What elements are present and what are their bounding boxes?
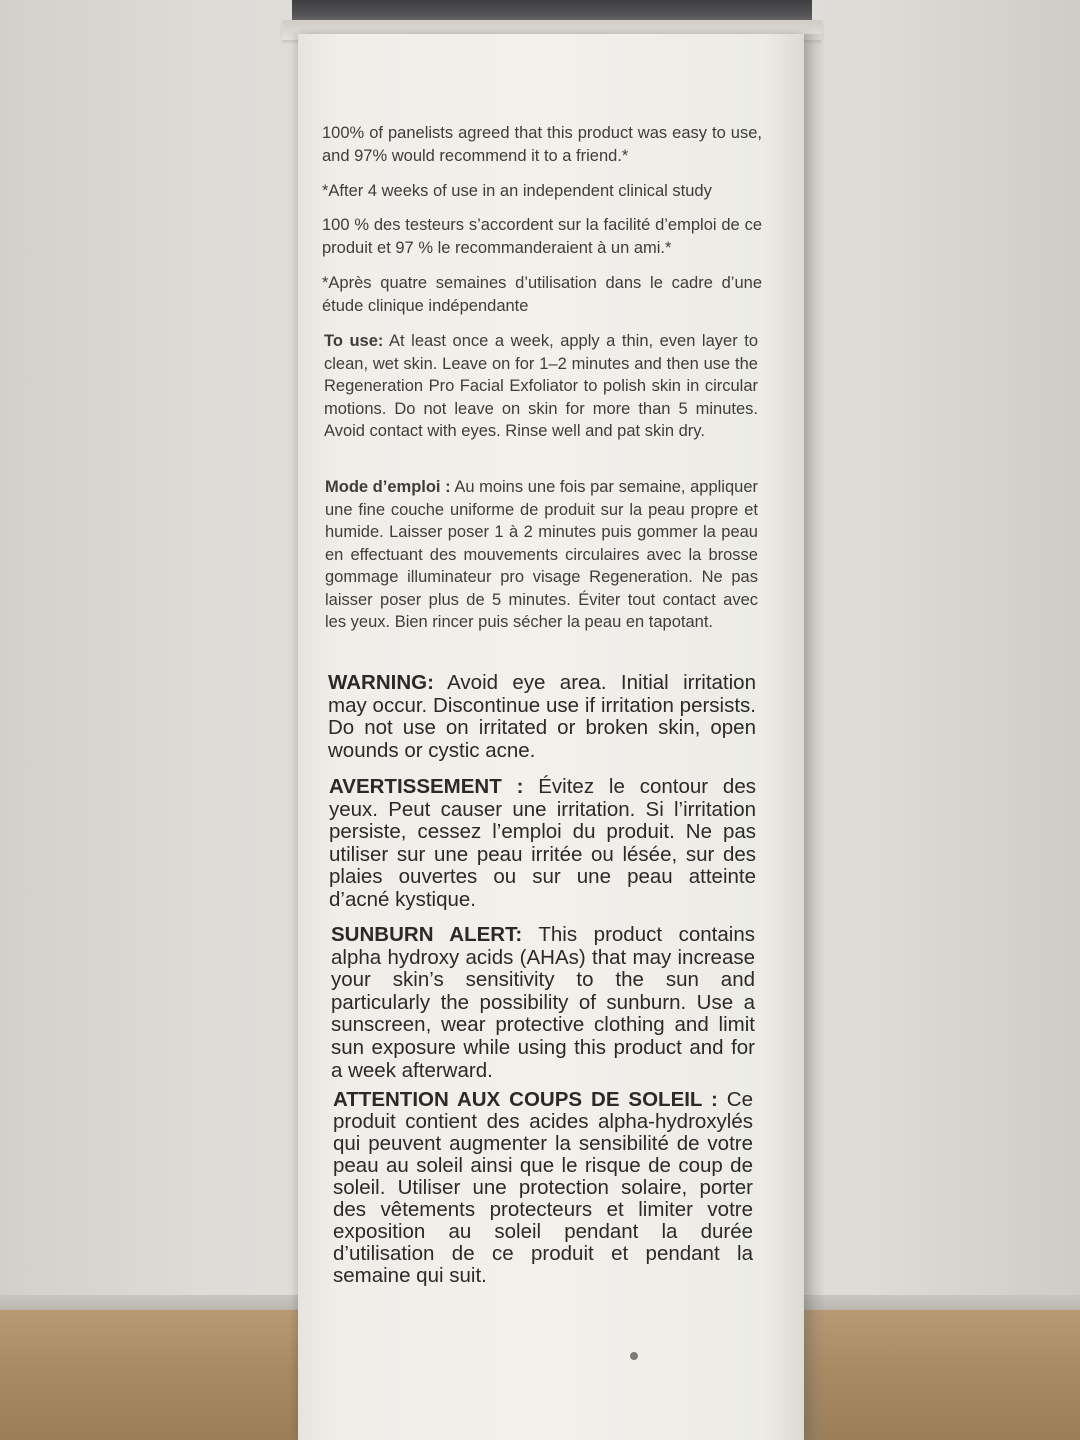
sunburn-alert-text: This product contains alpha hydroxy acids (AHAs) that may increase your skin’s sensitivity to the sun and particularly the possibility of sunburn. Use a sunscreen, wear protective clothing and limit sun exposure while using this product and for a week afterward. bbox=[331, 923, 755, 1082]
attention-soleil-paragraph bbox=[333, 1089, 753, 1287]
avertissement-text: Évitez le contour des yeux. Peut causer une irritation. Si l’irritation persiste, cessez l’emploi du produit. Ne pas utiliser sur une peau irritée ou lésée, sur des plaies ouvertes ou sur une peau atteinte d’acné kystique. bbox=[329, 775, 756, 911]
sunburn-alert-label: SUNBURN ALERT: bbox=[331, 923, 523, 946]
avertissement-paragraph bbox=[329, 776, 756, 912]
mode-emploi-text: Au moins une fois par semaine, appliquer une fine couche uniforme de produit sur la peau propre et humide. Laisser poser 1 à 2 minutes puis gommer la peau en effectuant des mouvements circulaires avec la brosse gommage illuminateur pro visage Regeneration. Ne pas laisser poser plus de 5 minutes. Éviter tout contact avec les yeux. Bien rincer puis sécher la peau en tapotant. bbox=[325, 478, 758, 631]
sunburn-alert-paragraph bbox=[331, 924, 755, 1082]
to-use-label: To use: bbox=[324, 332, 384, 350]
warning-paragraph bbox=[328, 672, 756, 762]
study-note-en: *After 4 weeks of use in an independent clinical study bbox=[322, 182, 712, 200]
mode-emploi-label: Mode d’emploi : bbox=[325, 478, 451, 496]
study-note-fr: *Après quatre semaines d’utilisation dans le cadre d’une étude clinique indépendante bbox=[322, 274, 762, 315]
avertissement-label: AVERTISSEMENT : bbox=[329, 775, 524, 798]
panelist-claim-en: 100% of panelists agreed that this product was easy to use, and 97% would recommend it to a friend.* bbox=[322, 124, 762, 165]
attention-soleil-label: ATTENTION AUX COUPS DE SOLEIL : bbox=[333, 1088, 718, 1111]
attention-soleil-text: Ce produit contient des acides alpha-hydroxylés qui peuvent augmenter la sensibilité de votre peau au soleil ainsi que le risque de coup de soleil. Utiliser une protection solaire, porter des vêtements protecteurs et limiter votre exposition au soleil pendant la durée d’utilisation de ce produit et pendant la semaine qui suit. bbox=[333, 1088, 754, 1287]
box-mark-dot bbox=[630, 1352, 638, 1360]
box-edge-shadow bbox=[804, 34, 826, 1440]
to-use-text: At least once a week, apply a thin, even layer to clean, wet skin. Leave on for 1–2 minutes and then use the Regeneration Pro Facial Exfoliator to polish skin in circular motions. Do not leave on skin for more than 5 minutes. Avoid contact with eyes. Rinse well and pat skin dry. bbox=[324, 332, 758, 440]
panelist-claim-fr: 100 % des testeurs s’accordent sur la facilité d’emploi de ce produit et 97 % le recommanderaient à un ami.* bbox=[322, 216, 762, 257]
to-use-paragraph bbox=[324, 330, 758, 443]
warning-text: Avoid eye area. Initial irritation may occur. Discontinue use if irritation persists. Do not use on irritated or broken skin, open wounds or cystic acne. bbox=[328, 671, 756, 762]
warning-label: WARNING: bbox=[328, 671, 434, 694]
mode-emploi-paragraph bbox=[325, 476, 758, 634]
